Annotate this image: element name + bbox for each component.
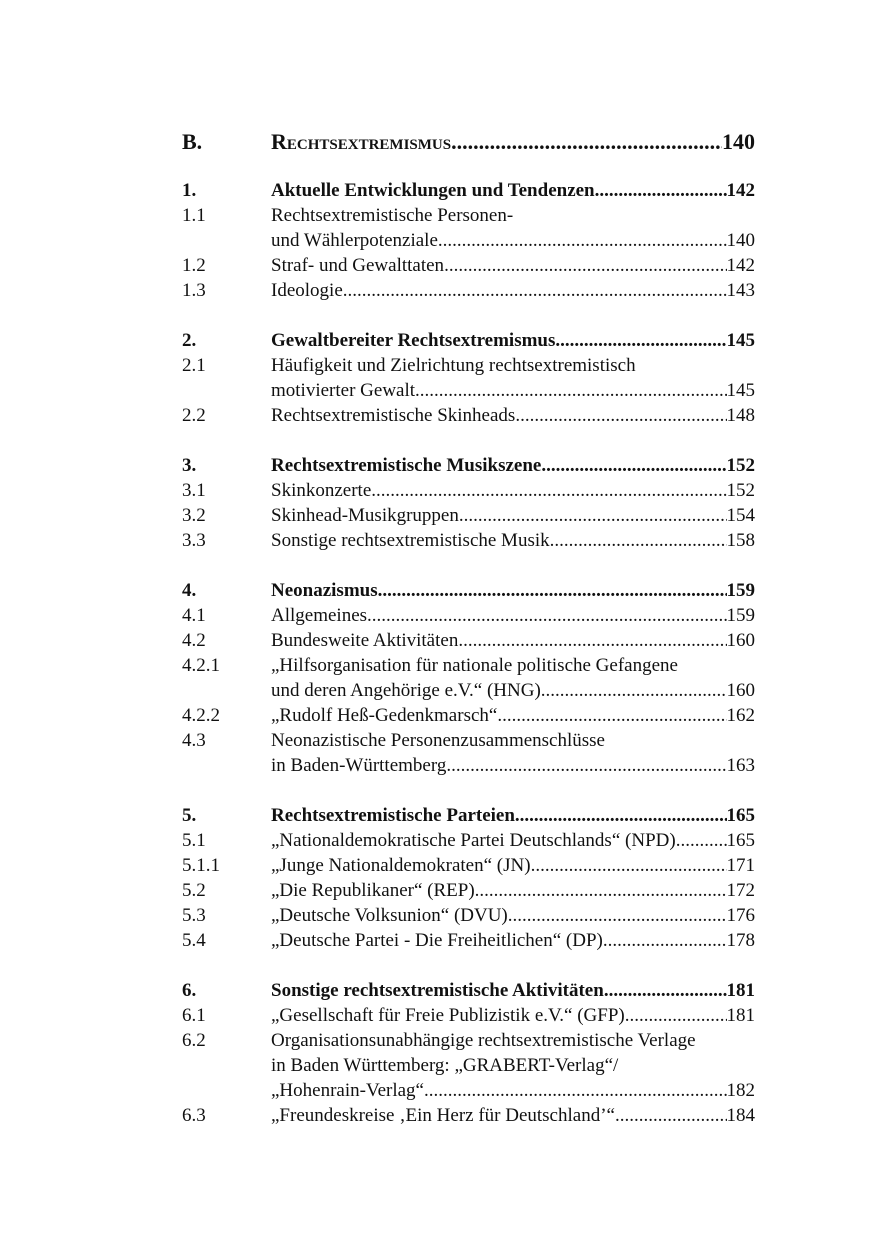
dot-leader xyxy=(541,455,726,477)
toc-entry-body xyxy=(271,330,755,352)
entry-title: Häufigkeit und Zielrichtung rechtsextremistisch xyxy=(271,355,636,376)
section-number: 6. xyxy=(182,980,197,1001)
toc-entry-body xyxy=(271,355,755,377)
dot-leader xyxy=(604,980,727,1002)
toc-section-heading xyxy=(182,330,755,355)
entry-title: „Die Republikaner“ (REP) xyxy=(271,880,475,901)
dot-leader xyxy=(541,680,727,702)
entry-number: 3.2 xyxy=(182,505,206,526)
toc-entry-body xyxy=(271,1105,755,1127)
toc-entry xyxy=(182,255,755,280)
section-title: Aktuelle Entwicklungen und Tendenzen xyxy=(271,180,595,201)
page-number: 152 xyxy=(726,455,755,476)
toc-entry-continuation xyxy=(182,755,755,780)
page-number: 165 xyxy=(726,805,755,826)
toc-entry-continuation xyxy=(182,680,755,705)
toc-entry xyxy=(182,730,755,755)
dot-leader xyxy=(415,380,726,402)
section-title: Rechtsextremistische Parteien xyxy=(271,805,515,826)
entry-title: Ideologie xyxy=(271,280,343,301)
entry-title: „Deutsche Volksunion“ (DVU) xyxy=(271,905,508,926)
page-number: 159 xyxy=(726,580,755,601)
toc-entry xyxy=(182,505,755,530)
toc-section xyxy=(182,180,755,305)
page-number: 142 xyxy=(726,180,755,201)
dot-leader xyxy=(444,255,726,277)
toc-entry-body xyxy=(271,905,755,927)
toc-entry xyxy=(182,480,755,505)
section-spacer xyxy=(182,955,755,980)
entry-title-continued: „Hohenrain-Verlag“ xyxy=(271,1080,424,1101)
dot-leader xyxy=(555,330,726,352)
dot-leader xyxy=(515,405,726,427)
toc-entry-continuation xyxy=(182,230,755,255)
page-number: 163 xyxy=(726,755,755,776)
entry-title: „Hilfsorganisation für nationale politische Gefangene xyxy=(271,655,678,676)
toc-section xyxy=(182,580,755,780)
page-number: 142 xyxy=(726,255,755,276)
toc-entry xyxy=(182,530,755,555)
toc-entry-body xyxy=(271,280,755,302)
toc-entry-body xyxy=(271,730,755,752)
dot-leader xyxy=(625,1005,727,1027)
section-number: 4. xyxy=(182,580,197,601)
toc-entry-body xyxy=(271,505,755,527)
page-number: 181 xyxy=(726,980,755,1001)
section-title: Gewaltbereiter Rechtsextremismus xyxy=(271,330,556,351)
toc-entry xyxy=(182,655,755,680)
toc-entry xyxy=(182,1030,755,1055)
toc-entry xyxy=(182,880,755,905)
entry-number: 1.1 xyxy=(182,205,206,226)
toc-entry-continuation xyxy=(182,1055,755,1080)
toc-section xyxy=(182,980,755,1130)
toc-entry-body xyxy=(271,705,755,727)
toc-entry xyxy=(182,705,755,730)
page-number: 152 xyxy=(726,480,755,501)
toc-section-heading xyxy=(182,580,755,605)
dot-leader xyxy=(497,705,726,727)
entry-title: „Freundeskreise ‚Ein Herz für Deutschland’“ xyxy=(271,1105,615,1126)
page-number: 143 xyxy=(726,280,755,301)
page-number: 154 xyxy=(726,505,755,526)
toc-entry-body xyxy=(271,980,755,1002)
toc-entry xyxy=(182,405,755,430)
section-title: Rechtsextremistische Musikszene xyxy=(271,455,542,476)
page-number: 171 xyxy=(726,855,755,876)
dot-leader xyxy=(458,630,726,652)
entry-number: 2.2 xyxy=(182,405,206,426)
section-spacer xyxy=(182,780,755,805)
toc-section-heading xyxy=(182,180,755,205)
dot-leader xyxy=(615,1105,727,1127)
toc-entry-body xyxy=(271,805,755,827)
entry-number: 4.2 xyxy=(182,630,206,651)
entry-title: „Junge Nationaldemokraten“ (JN) xyxy=(271,855,531,876)
page-number: 165 xyxy=(726,830,755,851)
toc-entry xyxy=(182,930,755,955)
dot-leader xyxy=(531,855,727,877)
page-number: 178 xyxy=(726,930,755,951)
entry-number: 4.2.1 xyxy=(182,655,220,676)
toc-entry-body xyxy=(271,630,755,652)
section-title: Neonazismus xyxy=(271,580,378,601)
toc-entry xyxy=(182,605,755,630)
entry-number: 6.1 xyxy=(182,1005,206,1026)
toc-section-heading xyxy=(182,805,755,830)
entry-title: „Deutsche Partei - Die Freiheitlichen“ (DP) xyxy=(271,930,603,951)
entry-title: Skinkonzerte xyxy=(271,480,372,501)
entry-number: 4.3 xyxy=(182,730,206,751)
dot-leader xyxy=(676,830,727,852)
page-number: 159 xyxy=(726,605,755,626)
page-number: 162 xyxy=(726,705,755,726)
toc-section xyxy=(182,455,755,555)
toc-entry-body xyxy=(271,1030,755,1052)
dot-leader xyxy=(515,805,727,827)
section-title: Sonstige rechtsextremistische Aktivitäten xyxy=(271,980,604,1001)
toc-entry-body xyxy=(271,855,755,877)
toc-entry xyxy=(182,830,755,855)
part-number: B. xyxy=(182,129,203,154)
entry-title-continued: in Baden-Württemberg xyxy=(271,755,447,776)
toc-entry xyxy=(182,280,755,305)
page-number: 140 xyxy=(726,230,755,251)
toc-part-heading xyxy=(182,129,755,155)
dot-leader xyxy=(367,605,726,627)
entry-title: Organisationsunabhängige rechtsextremistische Verlage xyxy=(271,1030,696,1051)
dot-leader xyxy=(459,505,727,527)
toc-entry xyxy=(182,630,755,655)
entry-number: 1.3 xyxy=(182,280,206,301)
entry-title: Skinhead-Musikgruppen xyxy=(271,505,459,526)
page-number: 181 xyxy=(726,1005,755,1026)
toc-entry-body xyxy=(271,405,755,427)
dot-leader xyxy=(378,580,727,602)
section-number: 3. xyxy=(182,455,197,476)
toc-entry-body xyxy=(271,930,755,952)
part-title: Rechtsextremismus xyxy=(271,129,452,154)
entry-title-continued: und deren Angehörige e.V.“ (HNG) xyxy=(271,680,541,701)
toc-entry-body xyxy=(271,180,755,202)
page-number: 182 xyxy=(726,1080,755,1101)
page-number: 160 xyxy=(726,680,755,701)
section-spacer xyxy=(182,305,755,330)
entry-number: 5.2 xyxy=(182,880,206,901)
entry-number: 5.4 xyxy=(182,930,206,951)
toc-entry-body xyxy=(271,830,755,852)
dot-leader xyxy=(451,129,722,155)
dot-leader xyxy=(424,1080,727,1102)
toc-section-heading xyxy=(182,455,755,480)
toc-entry-body xyxy=(271,530,755,552)
entry-title: Rechtsextremistische Skinheads xyxy=(271,405,516,426)
toc-entry-body xyxy=(271,580,755,602)
dot-leader xyxy=(550,530,727,552)
dot-leader xyxy=(595,180,727,202)
section-spacer xyxy=(182,555,755,580)
entry-number: 4.1 xyxy=(182,605,206,626)
entry-number: 6.2 xyxy=(182,1030,206,1051)
toc-entry-body xyxy=(271,480,755,502)
entry-title: Sonstige rechtsextremistische Musik xyxy=(271,530,550,551)
dot-leader xyxy=(508,905,727,927)
entry-number: 4.2.2 xyxy=(182,705,220,726)
toc-entry-body xyxy=(271,655,755,677)
page-number: 176 xyxy=(726,905,755,926)
entry-title: „Nationaldemokratische Partei Deutschlands“ (NPD) xyxy=(271,830,676,851)
dot-leader xyxy=(475,880,727,902)
toc-section-heading xyxy=(182,980,755,1005)
toc-section xyxy=(182,330,755,430)
toc-entry xyxy=(182,855,755,880)
entry-number: 1.2 xyxy=(182,255,206,276)
entry-title-continued: motivierter Gewalt xyxy=(271,380,416,401)
toc-entry-body xyxy=(271,205,755,227)
entry-number: 3.1 xyxy=(182,480,206,501)
entry-number: 5.1.1 xyxy=(182,855,220,876)
toc-entry-body xyxy=(271,255,755,277)
entry-number: 5.1 xyxy=(182,830,206,851)
entry-title: Allgemeines xyxy=(271,605,368,626)
entry-title: Rechtsextremistische Personen- xyxy=(271,205,514,226)
page-number: 160 xyxy=(726,630,755,651)
page-number: 148 xyxy=(726,405,755,426)
section-number: 2. xyxy=(182,330,197,351)
page-number: 158 xyxy=(726,530,755,551)
toc-entry-body xyxy=(271,605,755,627)
page-number: 145 xyxy=(726,380,755,401)
toc-sections xyxy=(182,180,755,1130)
entry-number: 3.3 xyxy=(182,530,206,551)
toc-entry xyxy=(182,905,755,930)
entry-title-continued: und Wählerpotenziale xyxy=(271,230,438,251)
page-number: 184 xyxy=(726,1105,755,1126)
entry-title: Straf- und Gewalttaten xyxy=(271,255,445,276)
toc-entry xyxy=(182,1105,755,1130)
toc-entry xyxy=(182,205,755,230)
dot-leader xyxy=(343,280,727,302)
entry-number: 2.1 xyxy=(182,355,206,376)
page-number: 172 xyxy=(726,880,755,901)
entry-title: „Rudolf Heß-Gedenkmarsch“ xyxy=(271,705,498,726)
entry-number: 6.3 xyxy=(182,1105,206,1126)
entry-title-continued: in Baden Württemberg: „GRABERT-Verlag“/ xyxy=(271,1055,619,1076)
section-number: 1. xyxy=(182,180,197,201)
dot-leader xyxy=(446,755,726,777)
dot-leader xyxy=(438,230,727,252)
toc-section xyxy=(182,805,755,955)
toc-entry-continuation xyxy=(182,1080,755,1105)
toc-entry-body xyxy=(271,455,755,477)
dot-leader xyxy=(603,930,727,952)
table-of-contents xyxy=(182,129,755,1130)
entry-title: „Gesellschaft für Freie Publizistik e.V.“ (GFP) xyxy=(271,1005,625,1026)
entry-title: Neonazistische Personenzusammenschlüsse xyxy=(271,730,605,751)
section-number: 5. xyxy=(182,805,197,826)
entry-title: Bundesweite Aktivitäten xyxy=(271,630,459,651)
page-number: 145 xyxy=(726,330,755,351)
part-page: 140 xyxy=(722,129,755,154)
entry-number: 5.3 xyxy=(182,905,206,926)
dot-leader xyxy=(371,480,726,502)
section-spacer xyxy=(182,430,755,455)
toc-entry xyxy=(182,1005,755,1030)
toc-entry xyxy=(182,355,755,380)
toc-entry-body xyxy=(271,880,755,902)
toc-entry-body xyxy=(271,1005,755,1027)
toc-entry-continuation xyxy=(182,380,755,405)
